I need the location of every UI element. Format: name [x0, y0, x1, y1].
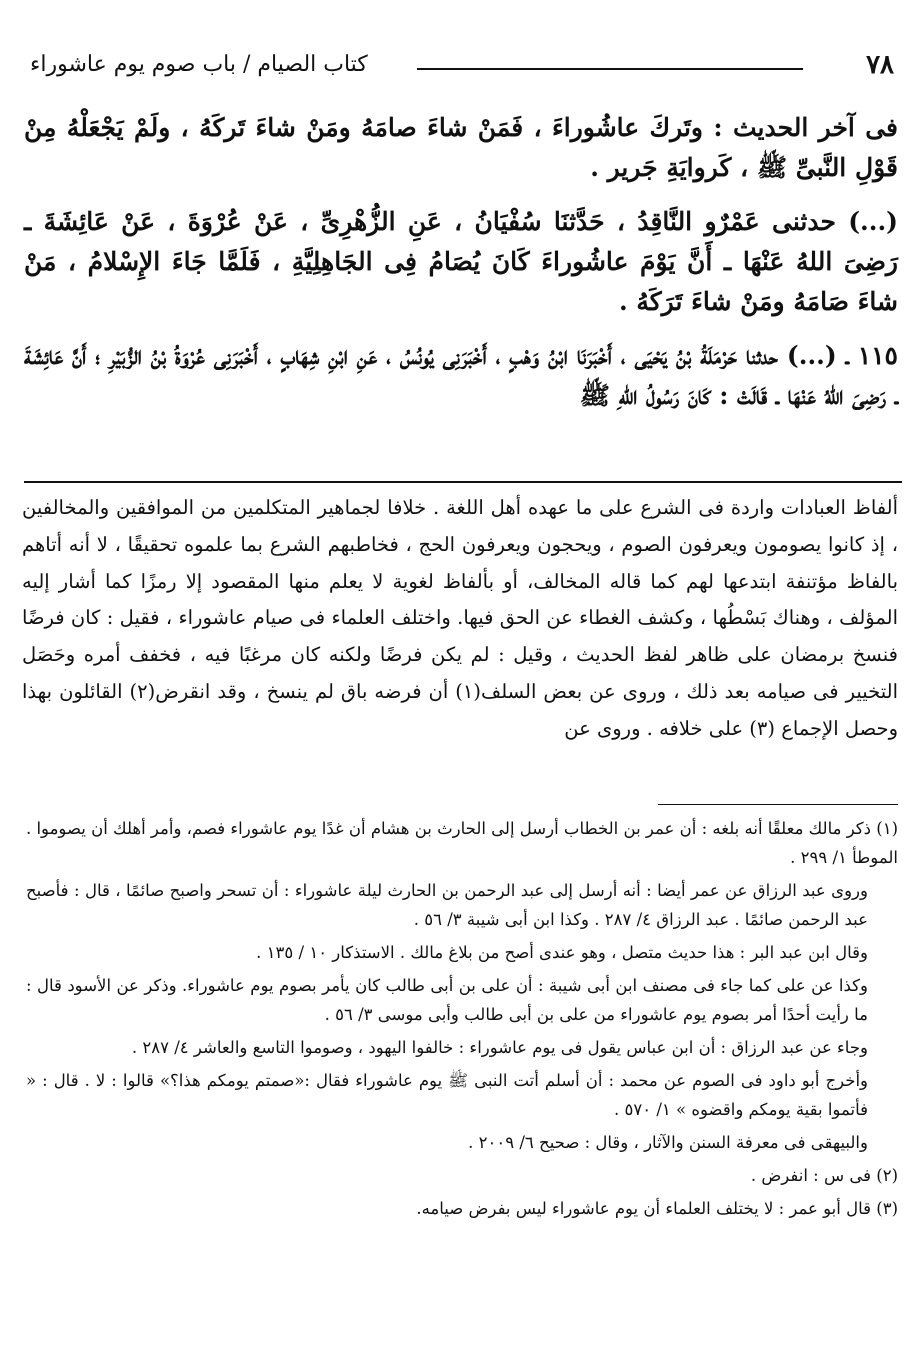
footnote-divider [658, 804, 898, 805]
footnote-1: (١) ذكر مالك معلقًا أنه بلغه : أن عمر بن الخطاب أرسل إلى الحارث بن هشام أن غدًا يوم عاشوراء فصم، وأمر أهلك أن يصوموا . الموطأ ١/ ٢٩٩ . [25, 819, 898, 867]
page-header [22, 48, 898, 88]
running-title: كتاب الصيام / باب صوم يوم عاشوراء [30, 52, 368, 77]
hadith-text [24, 108, 898, 424]
commentary-divider [24, 481, 902, 483]
footnote-1-continuation: وأخرج أبو داود فى الصوم عن محمد : أن أسلم أتت النبى ﷺ يوم عاشوراء فقال :«صمتم يومكم هذا؟» قالوا : لا . قال : « فأتموا بقية يومكم واقضوه » ١/ ٥٧٠ . [26, 1071, 868, 1119]
header-rule [417, 68, 803, 70]
hadith-paragraph-2: (...) حدثنى عَمْرٌو النَّاقِدُ ، حَدَّثنَا سُفْيَانُ ، عَنِ الزُّهْرِىِّ ، عَنْ عُرْوَةَ ، عَنْ عَائِشَةَ ـ رَضِىَ اللهُ عَنْهَا ـ أَنَّ يَوْمَ عاشُوراءَ كَانَ يُصَامُ فِى الجَاهِلِيَّةِ ، فَلَمَّا جَاءَ الإِسْلامُ ، مَنْ شاءَ صَامَهُ ومَنْ شاءَ تَرَكَهُ . [24, 207, 898, 316]
footnote-3: (٣) قال أبو عمر : لا يختلف العلماء أن يوم عاشوراء ليس بفرض صيامه. [416, 1199, 898, 1218]
footnote-1-continuation: والبيهقى فى معرفة السنن والآثار ، وقال : صحيح ٦/ ٢٠٠٩ . [468, 1133, 868, 1152]
page-number: ٧٨ [866, 50, 894, 80]
footnote-1-continuation: وروى عبد الرزاق عن عمر أيضا : أنه أرسل إلى عبد الرحمن بن الحارث ليلة عاشوراء : أن تسحر واصبح صائمًا ، قال : فأصبح عبد الرحمن صائمًا . عبد الرزاق ٤/ ٢٨٧ . وكذا ابن أبى شيبة ٣/ ٥٦ . [26, 881, 868, 929]
footnote-2: (٢) فى س : انفرض . [750, 1166, 898, 1185]
hadith-paragraph-1: فى آخر الحديث : وتَركَ عاشُوراءَ ، فَمَنْ شاءَ صامَهُ ومَنْ شاءَ تَركَهُ ، ولَمْ يَجْعَلْهُ مِنْ قَوْلِ النَّبىِّ ﷺ ، كَروايَةِ جَرير . [24, 113, 898, 182]
footnote-1-continuation: وجاء عن عبد الرزاق : أن ابن عباس يقول فى يوم عاشوراء : خالفوا اليهود ، وصوموا التاسع والعاشر ٤/ ٢٨٧ . [131, 1038, 868, 1057]
footnotes [26, 814, 898, 1227]
footnote-1-continuation: وقال ابن عبد البر : هذا حديث متصل ، وهو عندى أصح من بلاغ مالك . الاستذكار ١٠ / ١٣٥ . [256, 943, 868, 962]
hadith-paragraph-3: ١١٥ ـ (...) حدثنا حَرْمَلَةُ بْنُ يَحْيَى ، أَخْبَرَنَا ابْنُ وَهْبٍ ، أَخْبَرَنِى يُونُسُ ، عَنِ ابْنِ شِهَابٍ ، أَخْبَرَنِى عُرْوَةُ بْنُ الزُّبَيْرِ ؛ أَنَّ عَائِشَةَ ـ رَضِىَ اللهُ عَنْهَا ـ قَالَتْ : كَانَ رَسُولُ اللهِ ﷺ [24, 341, 898, 410]
commentary-text: ألفاظ العبادات واردة فى الشرع على ما عهده أهل اللغة . خلافا لجماهير المتكلمين من الموافقين والمخالفين ، إذ كانوا يصومون ويعرفون الصوم ، ويحجون ويعرفون الحج ، فخاطبهم الشرع بما علموه تحقيقًا ، لا أنه أتاهم بالفاظ مؤتنفة ابتدعها لهم كما قاله المخالف، أو بألفاظ لغوية لا يعلم منها المقصود إلا رمزًا كما أشار إليه المؤلف ، وهناك بَسْطُها ، وكشف الغطاء عن الحق فيها. واختلف العلماء فى صيام عاشوراء ، فقيل : كان فرضًا فنسخ برمضان على ظاهر لفظ الحديث ، وقيل : لم يكن فرضًا ولكنه كان مرغبًا فيه ، فخفف أمره وحَصَل التخيير فى صيامه بعد ذلك ، وروى عن بعض السلف(١) أن فرضه باق لم ينسخ ، وقد انقرض(٢) القائلون بهذا وحصل الإجماع (٣) على خلافه . وروى عن [22, 496, 898, 740]
footnote-1-continuation: وكذا عن على كما جاء فى مصنف ابن أبى شيبة : أن على بن أبى طالب كان يأمر بصوم يوم عاشوراء. وذكر عن الأسود قال : ما رأيت أحدًا أمر بصوم يوم عاشوراء من على بن أبى طالب وأبى موسى ٣/ ٥٦ . [26, 976, 868, 1024]
